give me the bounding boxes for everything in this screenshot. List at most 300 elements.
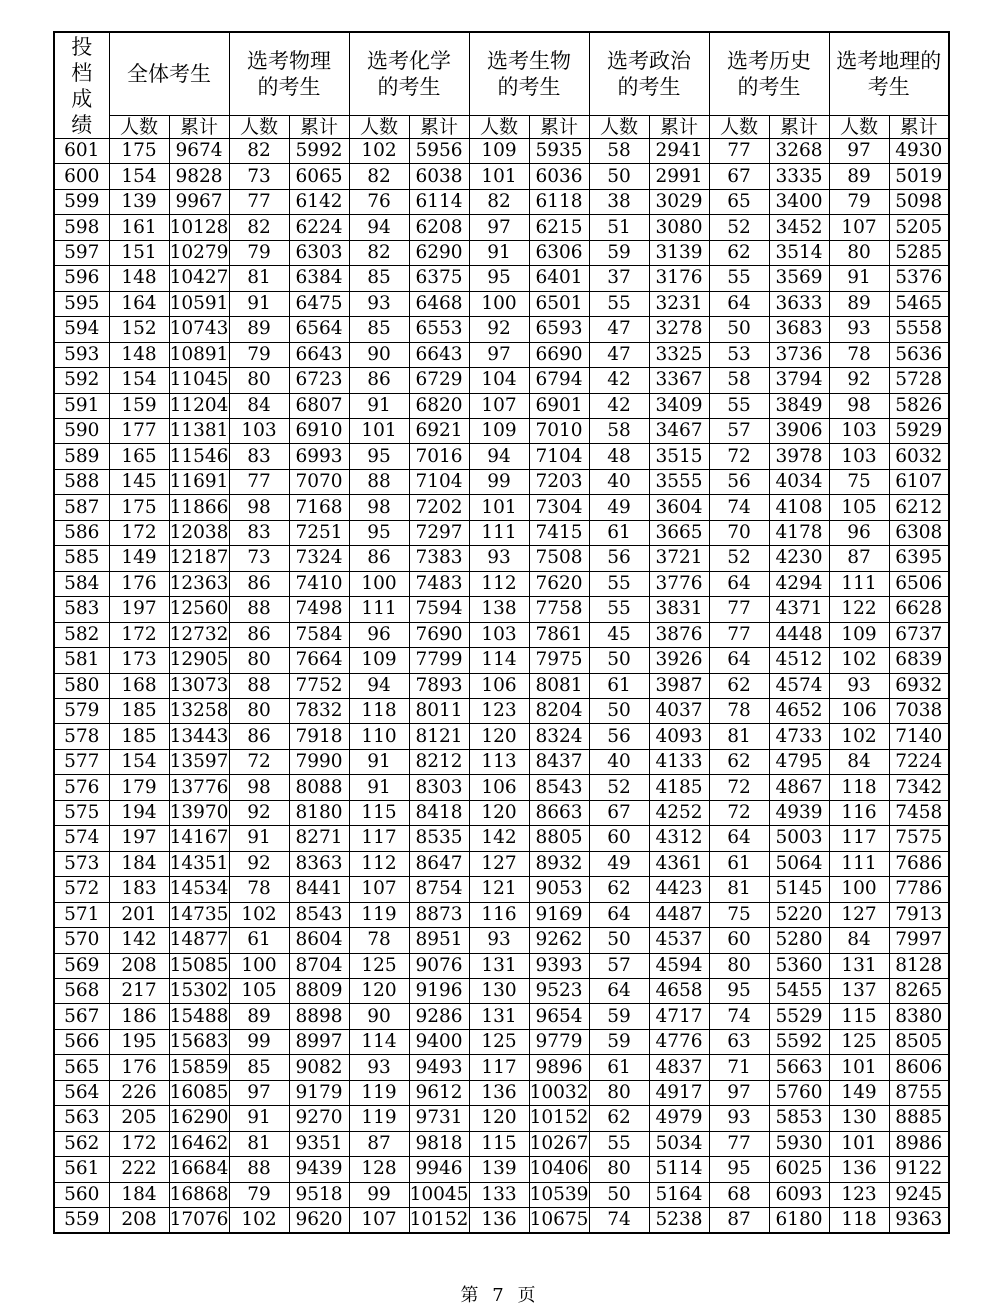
count-cell: 81	[709, 877, 769, 902]
count-cell: 100	[229, 953, 289, 978]
table-row	[54, 826, 949, 851]
count-cell: 120	[349, 978, 409, 1003]
cumulative-cell: 7415	[529, 520, 589, 545]
count-cell: 115	[469, 1131, 529, 1156]
table-row	[54, 1080, 949, 1105]
score-cell: 575	[54, 800, 109, 825]
cumulative-cell: 7918	[289, 724, 349, 749]
cumulative-cell: 4512	[769, 648, 829, 673]
cumulative-cell: 9674	[169, 139, 229, 164]
count-cell: 85	[349, 266, 409, 291]
cumulative-cell: 4837	[649, 1055, 709, 1080]
cumulative-cell: 6807	[289, 393, 349, 418]
cumulative-cell: 6180	[769, 1208, 829, 1234]
score-cell: 561	[54, 1157, 109, 1182]
count-cell: 149	[109, 546, 169, 571]
cumulative-cell: 11546	[169, 444, 229, 469]
count-cell: 96	[349, 622, 409, 647]
score-cell: 565	[54, 1055, 109, 1080]
cumulative-cell: 6375	[409, 266, 469, 291]
count-cell: 136	[469, 1208, 529, 1234]
score-cell: 601	[54, 139, 109, 164]
table-row	[54, 597, 949, 622]
count-cell: 115	[349, 800, 409, 825]
score-cell: 579	[54, 698, 109, 723]
count-cell: 78	[829, 342, 889, 367]
count-cell: 106	[829, 698, 889, 723]
cumulative-cell: 6401	[529, 266, 589, 291]
count-cell: 53	[709, 342, 769, 367]
cumulative-cell: 8606	[889, 1055, 949, 1080]
count-cell: 116	[829, 800, 889, 825]
count-cell: 92	[829, 368, 889, 393]
count-cell: 175	[109, 495, 169, 520]
count-cell: 103	[829, 444, 889, 469]
cumulative-cell: 4733	[769, 724, 829, 749]
count-cell: 165	[109, 444, 169, 469]
cumulative-cell: 6564	[289, 317, 349, 342]
count-cell: 72	[709, 775, 769, 800]
cumulative-cell: 6065	[289, 164, 349, 189]
count-cell: 84	[829, 749, 889, 774]
cumulative-cell: 16868	[169, 1182, 229, 1207]
cumulative-cell: 13597	[169, 749, 229, 774]
cumulative-cell: 8898	[289, 1004, 349, 1029]
count-cell: 59	[589, 240, 649, 265]
cumulative-cell: 9053	[529, 877, 589, 902]
score-cell: 591	[54, 393, 109, 418]
cumulative-cell: 3776	[649, 571, 709, 596]
cumulative-cell: 3849	[769, 393, 829, 418]
count-cell: 164	[109, 291, 169, 316]
count-header: 人数	[109, 116, 169, 139]
cumulative-cell: 4423	[649, 877, 709, 902]
count-cell: 75	[709, 902, 769, 927]
cumulative-cell: 8081	[529, 673, 589, 698]
cumulative-cell: 16290	[169, 1106, 229, 1131]
count-cell: 64	[589, 902, 649, 927]
cumulative-cell: 9270	[289, 1106, 349, 1131]
cumulative-cell: 9245	[889, 1182, 949, 1207]
count-cell: 127	[829, 902, 889, 927]
cumulative-cell: 6921	[409, 418, 469, 443]
cumulative-cell: 8011	[409, 698, 469, 723]
cumulative-cell: 4979	[649, 1106, 709, 1131]
count-cell: 93	[829, 673, 889, 698]
count-cell: 62	[709, 673, 769, 698]
table-row	[54, 266, 949, 291]
cumulative-cell: 10891	[169, 342, 229, 367]
cumulative-cell: 7458	[889, 800, 949, 825]
cumulative-cell: 9400	[409, 1029, 469, 1054]
cumulative-cell: 9196	[409, 978, 469, 1003]
count-cell: 99	[349, 1182, 409, 1207]
count-cell: 139	[109, 189, 169, 214]
count-cell: 89	[829, 164, 889, 189]
cumulative-cell: 6901	[529, 393, 589, 418]
count-header: 人数	[469, 116, 529, 139]
count-cell: 97	[469, 342, 529, 367]
cumulative-cell: 12038	[169, 520, 229, 545]
cumulative-cell: 6114	[409, 189, 469, 214]
cumulative-cell: 9654	[529, 1004, 589, 1029]
cumulative-cell: 8543	[289, 902, 349, 927]
count-cell: 168	[109, 673, 169, 698]
count-cell: 96	[829, 520, 889, 545]
count-cell: 89	[229, 317, 289, 342]
count-cell: 95	[349, 520, 409, 545]
cumulative-cell: 3514	[769, 240, 829, 265]
cumulative-cell: 3400	[769, 189, 829, 214]
group-header-politics: 选考政治的考生	[589, 32, 709, 116]
score-cell: 593	[54, 342, 109, 367]
count-cell: 88	[229, 597, 289, 622]
cumulative-cell: 13073	[169, 673, 229, 698]
count-cell: 77	[229, 469, 289, 494]
score-cell: 578	[54, 724, 109, 749]
count-cell: 176	[109, 571, 169, 596]
cumulative-cell: 3633	[769, 291, 829, 316]
count-cell: 61	[229, 928, 289, 953]
table-row	[54, 1004, 949, 1029]
count-cell: 90	[349, 342, 409, 367]
count-cell: 131	[469, 953, 529, 978]
count-cell: 98	[829, 393, 889, 418]
cumulative-cell: 7104	[529, 444, 589, 469]
cumulative-cell: 6306	[529, 240, 589, 265]
count-cell: 102	[829, 648, 889, 673]
count-cell: 77	[709, 597, 769, 622]
cumulative-cell: 7861	[529, 622, 589, 647]
cumulative-cell: 6993	[289, 444, 349, 469]
cumulative-cell: 6215	[529, 215, 589, 240]
score-cell: 566	[54, 1029, 109, 1054]
count-cell: 49	[589, 851, 649, 876]
count-cell: 87	[709, 1208, 769, 1234]
count-header: 人数	[349, 116, 409, 139]
score-distribution-table	[53, 31, 950, 1234]
count-cell: 226	[109, 1080, 169, 1105]
cumulative-cell: 10675	[529, 1208, 589, 1234]
cumulative-cell: 4658	[649, 978, 709, 1003]
cumulative-cell: 3467	[649, 418, 709, 443]
count-cell: 84	[829, 928, 889, 953]
count-cell: 125	[469, 1029, 529, 1054]
cumulative-cell: 9779	[529, 1029, 589, 1054]
score-cell: 577	[54, 749, 109, 774]
count-cell: 118	[349, 698, 409, 723]
cumulative-header: 累计	[169, 116, 229, 139]
count-cell: 142	[469, 826, 529, 851]
cumulative-cell: 9620	[289, 1208, 349, 1234]
count-cell: 85	[229, 1055, 289, 1080]
cumulative-cell: 3325	[649, 342, 709, 367]
cumulative-cell: 6501	[529, 291, 589, 316]
cumulative-cell: 16462	[169, 1131, 229, 1156]
cumulative-cell: 10427	[169, 266, 229, 291]
count-cell: 62	[709, 240, 769, 265]
cumulative-cell: 3926	[649, 648, 709, 673]
cumulative-cell: 8437	[529, 749, 589, 774]
count-cell: 136	[829, 1157, 889, 1182]
cumulative-cell: 3736	[769, 342, 829, 367]
cumulative-cell: 9179	[289, 1080, 349, 1105]
cumulative-cell: 8271	[289, 826, 349, 851]
cumulative-cell: 7799	[409, 648, 469, 673]
cumulative-cell: 3176	[649, 266, 709, 291]
cumulative-cell: 9612	[409, 1080, 469, 1105]
count-cell: 74	[589, 1208, 649, 1234]
table-row	[54, 1029, 949, 1054]
cumulative-cell: 6910	[289, 418, 349, 443]
cumulative-cell: 15302	[169, 978, 229, 1003]
count-cell: 61	[709, 851, 769, 876]
count-cell: 205	[109, 1106, 169, 1131]
count-cell: 86	[229, 724, 289, 749]
cumulative-cell: 6308	[889, 520, 949, 545]
count-cell: 77	[709, 622, 769, 647]
cumulative-cell: 4487	[649, 902, 709, 927]
cumulative-header: 累计	[289, 116, 349, 139]
cumulative-cell: 3452	[769, 215, 829, 240]
count-cell: 113	[469, 749, 529, 774]
cumulative-cell: 7594	[409, 597, 469, 622]
count-cell: 80	[709, 953, 769, 978]
count-cell: 120	[469, 800, 529, 825]
count-cell: 63	[709, 1029, 769, 1054]
cumulative-cell: 4930	[889, 139, 949, 164]
cumulative-cell: 5929	[889, 418, 949, 443]
cumulative-cell: 7168	[289, 495, 349, 520]
count-cell: 86	[349, 368, 409, 393]
cumulative-cell: 6224	[289, 215, 349, 240]
cumulative-cell: 4448	[769, 622, 829, 647]
count-cell: 93	[829, 317, 889, 342]
count-cell: 127	[469, 851, 529, 876]
cumulative-cell: 9262	[529, 928, 589, 953]
count-cell: 64	[589, 978, 649, 1003]
count-header: 人数	[829, 116, 889, 139]
table-row	[54, 342, 949, 367]
count-cell: 201	[109, 902, 169, 927]
count-cell: 82	[229, 139, 289, 164]
table-row	[54, 775, 949, 800]
count-cell: 101	[469, 164, 529, 189]
count-cell: 85	[349, 317, 409, 342]
count-cell: 133	[469, 1182, 529, 1207]
table-row	[54, 1131, 949, 1156]
cumulative-cell: 8885	[889, 1106, 949, 1131]
count-cell: 128	[349, 1157, 409, 1182]
cumulative-cell: 7070	[289, 469, 349, 494]
count-cell: 117	[349, 826, 409, 851]
count-cell: 154	[109, 749, 169, 774]
count-cell: 142	[109, 928, 169, 953]
cumulative-cell: 4312	[649, 826, 709, 851]
count-cell: 148	[109, 342, 169, 367]
count-cell: 100	[469, 291, 529, 316]
count-cell: 112	[469, 571, 529, 596]
cumulative-cell: 5145	[769, 877, 829, 902]
cumulative-cell: 7383	[409, 546, 469, 571]
count-cell: 81	[229, 266, 289, 291]
cumulative-cell: 5636	[889, 342, 949, 367]
score-cell: 594	[54, 317, 109, 342]
count-cell: 59	[589, 1004, 649, 1029]
count-cell: 50	[589, 164, 649, 189]
count-cell: 92	[229, 800, 289, 825]
cumulative-cell: 4594	[649, 953, 709, 978]
subheader-row	[54, 116, 949, 139]
count-cell: 98	[229, 495, 289, 520]
table-row	[54, 139, 949, 164]
cumulative-cell: 9363	[889, 1208, 949, 1234]
table-body	[54, 139, 949, 1234]
count-cell: 93	[469, 928, 529, 953]
cumulative-cell: 9818	[409, 1131, 469, 1156]
count-cell: 145	[109, 469, 169, 494]
count-cell: 58	[589, 418, 649, 443]
count-cell: 172	[109, 1131, 169, 1156]
count-cell: 114	[469, 648, 529, 673]
count-cell: 42	[589, 368, 649, 393]
cumulative-cell: 8997	[289, 1029, 349, 1054]
count-cell: 65	[709, 189, 769, 214]
count-cell: 121	[469, 877, 529, 902]
count-cell: 186	[109, 1004, 169, 1029]
count-cell: 57	[589, 953, 649, 978]
cumulative-cell: 12363	[169, 571, 229, 596]
count-cell: 50	[709, 317, 769, 342]
cumulative-cell: 6036	[529, 164, 589, 189]
cumulative-cell: 6025	[769, 1157, 829, 1182]
table-row	[54, 851, 949, 876]
count-cell: 55	[589, 1131, 649, 1156]
count-cell: 91	[829, 266, 889, 291]
count-cell: 103	[229, 418, 289, 443]
count-cell: 179	[109, 775, 169, 800]
cumulative-cell: 9731	[409, 1106, 469, 1131]
count-cell: 79	[229, 342, 289, 367]
count-cell: 117	[829, 826, 889, 851]
table-row	[54, 953, 949, 978]
count-cell: 57	[709, 418, 769, 443]
count-cell: 154	[109, 368, 169, 393]
cumulative-cell: 10591	[169, 291, 229, 316]
cumulative-cell: 5558	[889, 317, 949, 342]
count-cell: 72	[709, 800, 769, 825]
count-cell: 75	[829, 469, 889, 494]
count-cell: 159	[109, 393, 169, 418]
cumulative-cell: 8212	[409, 749, 469, 774]
group-header-all: 全体考生	[109, 32, 229, 116]
cumulative-cell: 5930	[769, 1131, 829, 1156]
cumulative-cell: 5360	[769, 953, 829, 978]
count-cell: 70	[709, 520, 769, 545]
cumulative-cell: 5663	[769, 1055, 829, 1080]
cumulative-cell: 8441	[289, 877, 349, 902]
cumulative-cell: 7786	[889, 877, 949, 902]
cumulative-cell: 7575	[889, 826, 949, 851]
table-row	[54, 724, 949, 749]
count-cell: 55	[589, 291, 649, 316]
count-cell: 58	[709, 368, 769, 393]
cumulative-cell: 4361	[649, 851, 709, 876]
count-cell: 115	[829, 1004, 889, 1029]
cumulative-header: 累计	[889, 116, 949, 139]
cumulative-cell: 4037	[649, 698, 709, 723]
cumulative-header: 累计	[529, 116, 589, 139]
table-row	[54, 877, 949, 902]
count-cell: 94	[349, 215, 409, 240]
count-cell: 67	[589, 800, 649, 825]
score-cell: 562	[54, 1131, 109, 1156]
count-cell: 106	[469, 673, 529, 698]
count-cell: 73	[229, 164, 289, 189]
cumulative-cell: 5826	[889, 393, 949, 418]
cumulative-cell: 9523	[529, 978, 589, 1003]
count-cell: 93	[349, 1055, 409, 1080]
table-row	[54, 1182, 949, 1207]
cumulative-cell: 5003	[769, 826, 829, 851]
table-row	[54, 749, 949, 774]
count-cell: 97	[229, 1080, 289, 1105]
cumulative-cell: 14877	[169, 928, 229, 953]
score-cell: 586	[54, 520, 109, 545]
count-cell: 111	[349, 597, 409, 622]
count-cell: 80	[829, 240, 889, 265]
cumulative-cell: 7324	[289, 546, 349, 571]
count-cell: 130	[829, 1106, 889, 1131]
count-cell: 107	[349, 877, 409, 902]
count-cell: 49	[589, 495, 649, 520]
count-cell: 82	[469, 189, 529, 214]
cumulative-cell: 3604	[649, 495, 709, 520]
count-cell: 81	[229, 1131, 289, 1156]
count-cell: 95	[469, 266, 529, 291]
cumulative-cell: 5728	[889, 368, 949, 393]
count-cell: 161	[109, 215, 169, 240]
cumulative-cell: 10152	[409, 1208, 469, 1234]
count-cell: 116	[469, 902, 529, 927]
cumulative-cell: 5956	[409, 139, 469, 164]
cumulative-cell: 11381	[169, 418, 229, 443]
cumulative-cell: 8121	[409, 724, 469, 749]
cumulative-cell: 7498	[289, 597, 349, 622]
score-cell: 598	[54, 215, 109, 240]
count-cell: 61	[589, 1055, 649, 1080]
count-cell: 91	[349, 749, 409, 774]
cumulative-cell: 10128	[169, 215, 229, 240]
count-cell: 185	[109, 698, 169, 723]
count-cell: 89	[229, 1004, 289, 1029]
count-cell: 67	[709, 164, 769, 189]
count-cell: 80	[229, 648, 289, 673]
count-cell: 61	[589, 520, 649, 545]
count-cell: 149	[829, 1080, 889, 1105]
cumulative-cell: 7342	[889, 775, 949, 800]
count-cell: 91	[349, 393, 409, 418]
score-cell: 582	[54, 622, 109, 647]
count-cell: 80	[589, 1157, 649, 1182]
table-row	[54, 902, 949, 927]
count-cell: 95	[709, 978, 769, 1003]
count-cell: 77	[709, 139, 769, 164]
cumulative-cell: 9393	[529, 953, 589, 978]
group-header-physics: 选考物理的考生	[229, 32, 349, 116]
count-cell: 197	[109, 597, 169, 622]
cumulative-cell: 7620	[529, 571, 589, 596]
